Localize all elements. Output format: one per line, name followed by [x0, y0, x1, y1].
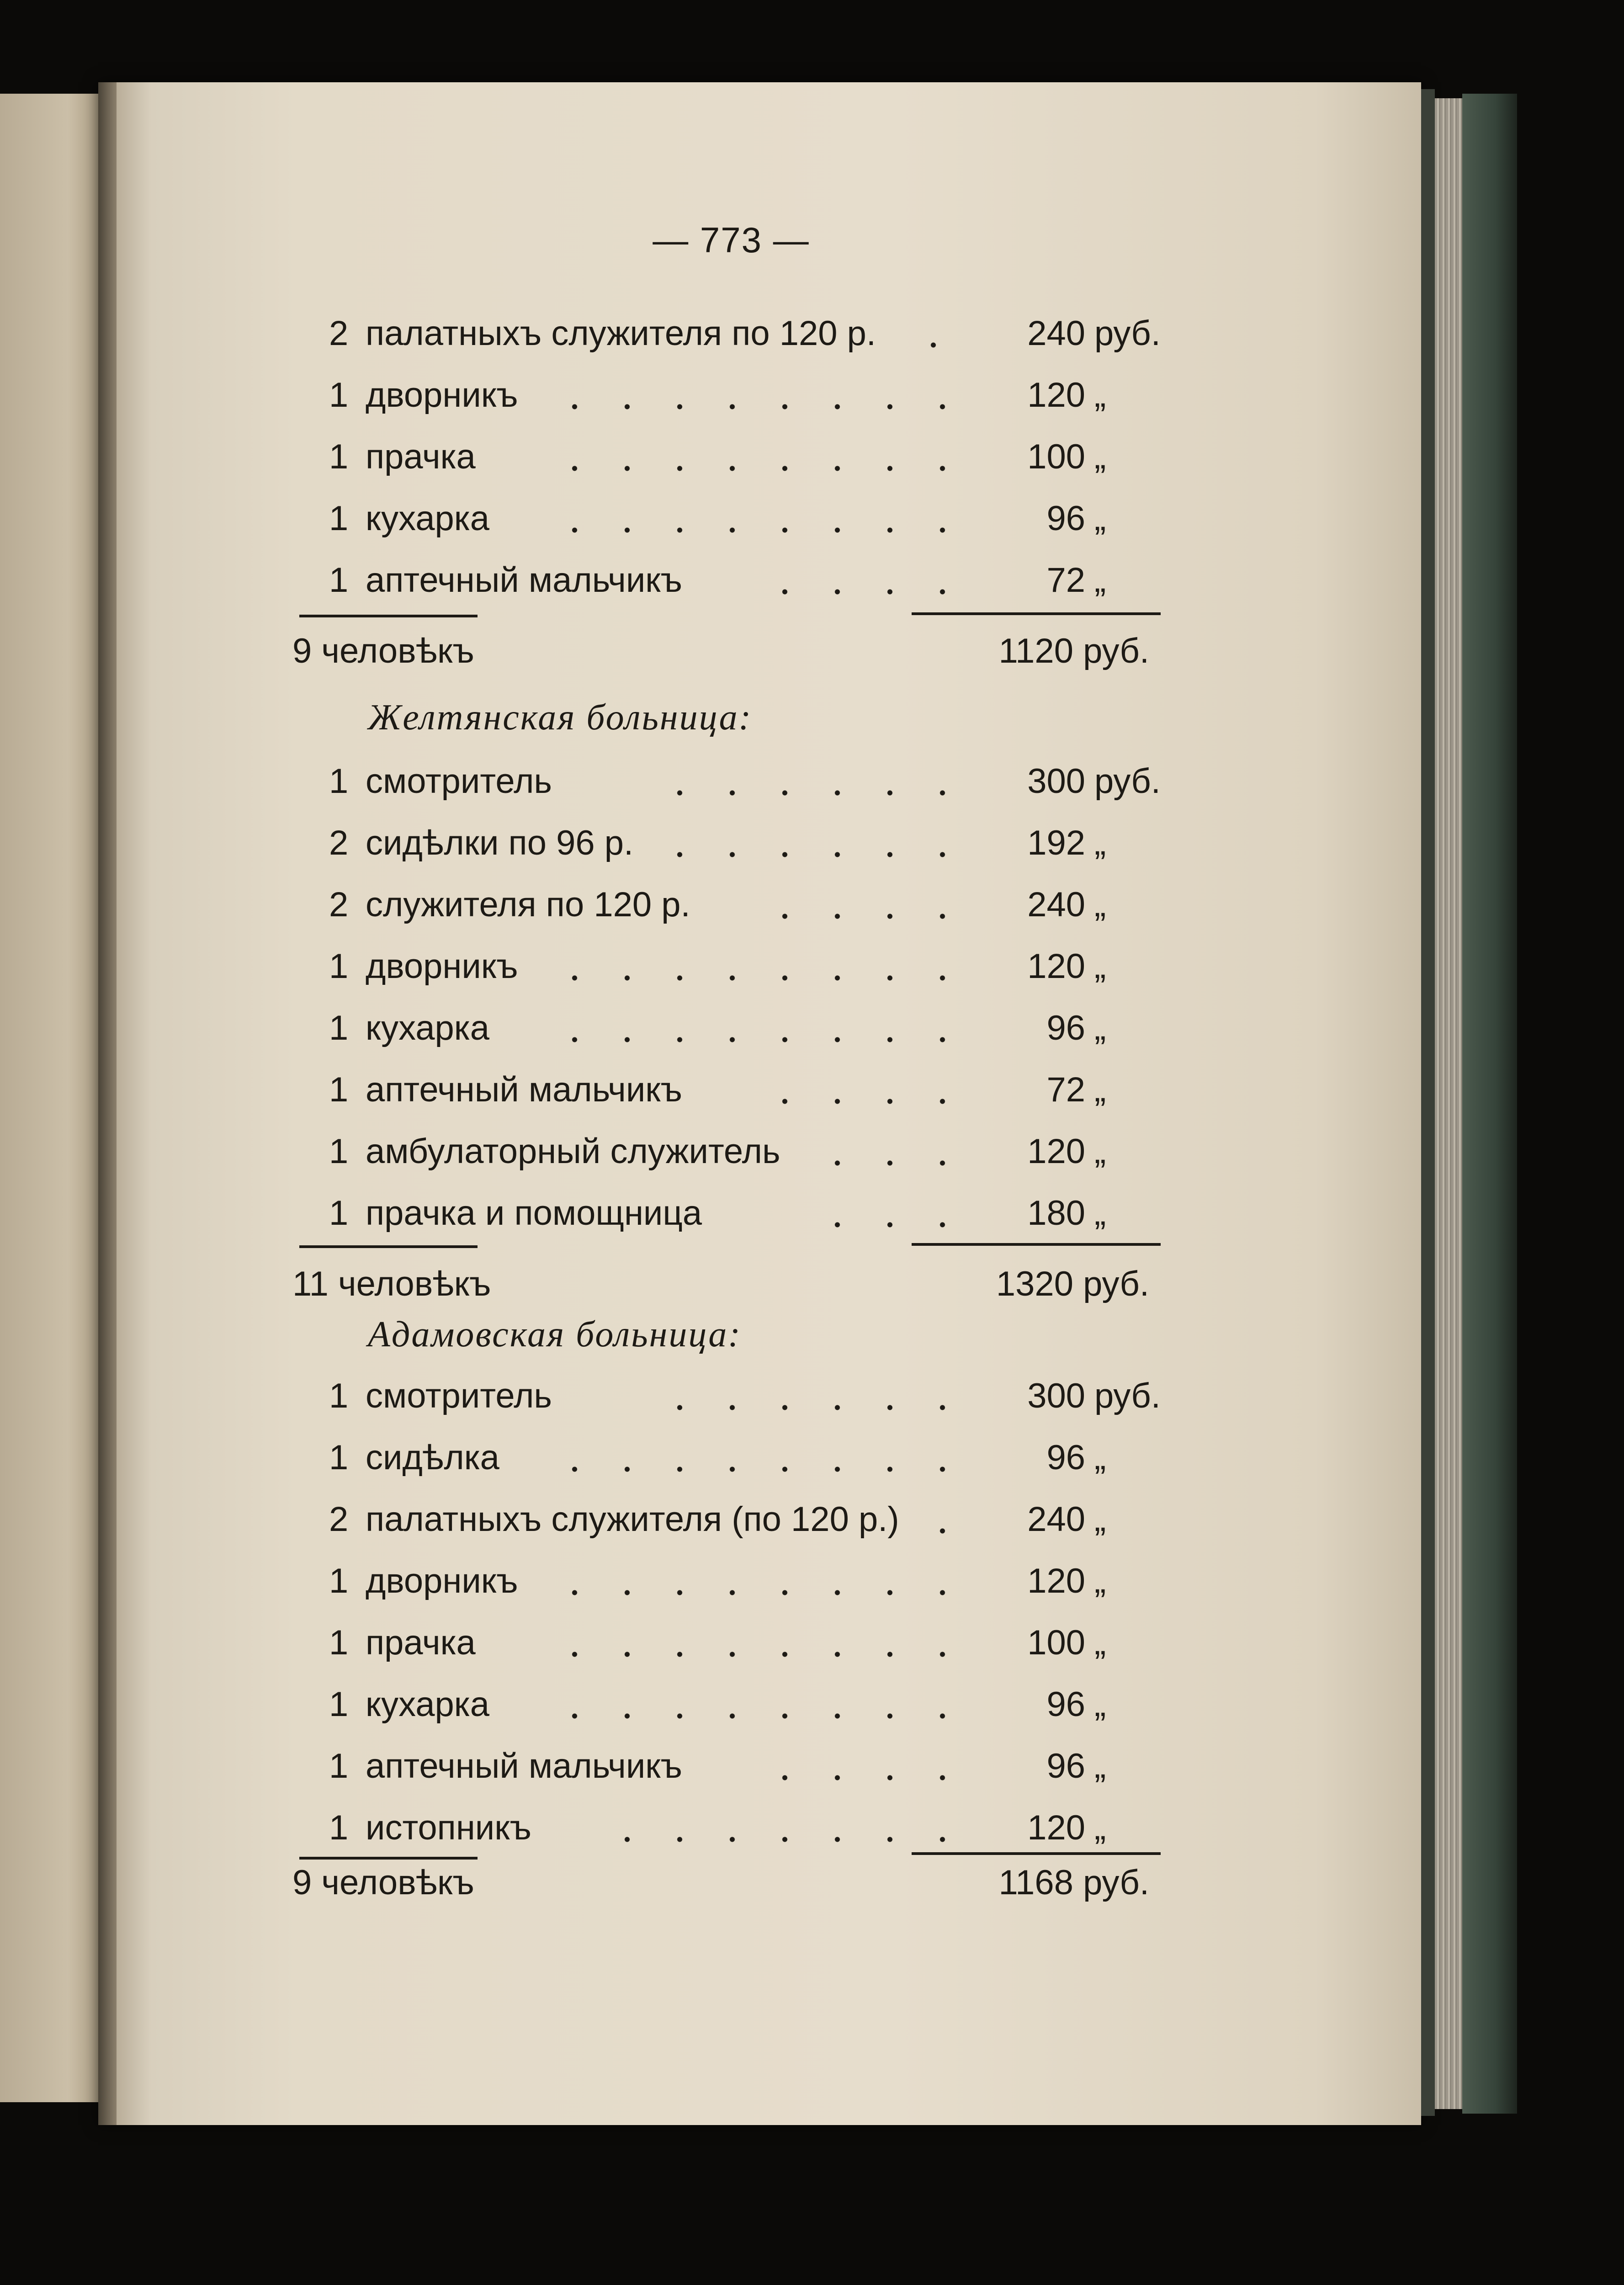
row-unit: „: [1094, 376, 1106, 414]
row-description: дворникъ: [366, 947, 518, 986]
row-count: 1: [329, 1194, 349, 1233]
table-row: [329, 1127, 1149, 1177]
row-unit: руб.: [1094, 1376, 1161, 1415]
leader-dots: [530, 464, 969, 473]
total-count: 9 человѣкъ: [292, 632, 474, 670]
row-unit: „: [1094, 1194, 1106, 1233]
row-amount: 72: [1046, 1070, 1085, 1109]
left-page-edge: [0, 94, 113, 2102]
row-description: истопникъ: [366, 1808, 532, 1847]
leader-dots: [804, 1220, 969, 1229]
row-unit: „: [1094, 499, 1106, 538]
row-unit: „: [1094, 1132, 1106, 1171]
total-rule-left: [299, 615, 478, 617]
row-description: кухарка: [366, 1685, 489, 1724]
leader-dots: [667, 850, 969, 859]
row-count: 1: [329, 561, 349, 600]
row-description: смотритель: [366, 1376, 552, 1415]
table-row: [329, 308, 1161, 359]
row-count: 1: [329, 1623, 349, 1662]
total-sum: 1320 руб.: [996, 1265, 1149, 1303]
row-unit: „: [1094, 1500, 1106, 1539]
table-row: [329, 494, 1149, 544]
row-count: 1: [329, 1132, 349, 1171]
row-amount: 120: [1027, 1808, 1085, 1847]
row-amount: 100: [1027, 437, 1085, 476]
row-description: палатныхъ служителя по 120 р.: [366, 314, 876, 353]
table-row: [329, 1494, 1149, 1545]
row-count: 1: [329, 1438, 349, 1477]
total-rule-right: [912, 1243, 1161, 1246]
row-amount: 192: [1027, 824, 1085, 862]
row-description: служителя по 120 р.: [366, 885, 690, 924]
row-count: 1: [329, 947, 349, 986]
leader-dots: [530, 1588, 969, 1597]
row-description: дворникъ: [366, 1562, 518, 1600]
row-amount: 240: [1027, 314, 1085, 353]
row-unit: „: [1094, 1009, 1106, 1047]
row-count: 2: [329, 1500, 349, 1539]
section-heading: Адамовская больница:: [368, 1314, 742, 1355]
total-sum: 1168 руб.: [998, 1863, 1149, 1902]
row-description: аптечный мальчикъ: [366, 561, 683, 600]
row-amount: 240: [1027, 1500, 1085, 1539]
page-stack-edge: [1421, 89, 1435, 2116]
row-count: 1: [329, 1009, 349, 1047]
row-amount: 180: [1027, 1194, 1085, 1233]
table-row: [329, 941, 1149, 992]
total-row: [292, 626, 1149, 676]
row-count: 1: [329, 499, 349, 538]
row-count: 2: [329, 885, 349, 924]
row-amount: 240: [1027, 885, 1085, 924]
row-amount: 300: [1027, 762, 1085, 801]
row-unit: „: [1094, 1562, 1106, 1600]
leader-dots: [530, 1711, 969, 1721]
row-description: палатныхъ служителя (по 120 р.): [366, 1500, 899, 1539]
leader-dots: [740, 1773, 969, 1782]
total-rule-right: [912, 612, 1161, 615]
row-unit: „: [1094, 1685, 1106, 1724]
total-rule-left: [299, 1245, 478, 1248]
row-unit: „: [1094, 947, 1106, 986]
row-amount: 100: [1027, 1623, 1085, 1662]
row-unit: „: [1094, 437, 1106, 476]
total-row: [292, 1259, 1149, 1309]
table-row: [329, 1371, 1161, 1421]
table-row: [329, 1803, 1149, 1853]
row-unit: „: [1094, 561, 1106, 600]
row-description: кухарка: [366, 499, 489, 538]
table-row: [329, 818, 1149, 868]
table-row: [329, 370, 1149, 420]
leader-dots: [530, 973, 969, 983]
table-row: [329, 1556, 1149, 1606]
row-description: аптечный мальчикъ: [366, 1747, 683, 1785]
table-row: [329, 1188, 1149, 1238]
leader-dots: [530, 1650, 969, 1659]
row-count: 2: [329, 314, 349, 353]
leader-dots: [740, 912, 969, 921]
row-count: 1: [329, 1376, 349, 1415]
leader-dots: [530, 1465, 969, 1474]
book-cover-edge: [1462, 94, 1517, 2114]
row-amount: 96: [1046, 1685, 1085, 1724]
row-count: 1: [329, 437, 349, 476]
row-unit: руб.: [1094, 314, 1161, 353]
row-count: 2: [329, 824, 349, 862]
row-count: 1: [329, 1070, 349, 1109]
leader-dots: [530, 1035, 969, 1044]
table-row: [329, 756, 1161, 807]
total-count: 9 человѣкъ: [292, 1863, 474, 1902]
row-unit: „: [1094, 885, 1106, 924]
row-amount: 120: [1027, 1562, 1085, 1600]
page-gutter: [98, 82, 117, 2125]
row-unit: „: [1094, 1808, 1106, 1847]
table-row: [329, 1618, 1149, 1668]
total-rule-right: [912, 1852, 1161, 1855]
leader-dots: [649, 1403, 969, 1412]
section-heading: Желтянская больница:: [368, 697, 753, 738]
leader-dots: [740, 1097, 969, 1106]
row-count: 1: [329, 1808, 349, 1847]
table-row: [329, 1065, 1149, 1115]
row-amount: 96: [1046, 1438, 1085, 1477]
row-description: прачка и помощница: [366, 1194, 702, 1233]
leader-dots: [649, 788, 969, 797]
row-unit: „: [1094, 1438, 1106, 1477]
leader-dots: [530, 402, 969, 411]
table-row: [329, 432, 1149, 482]
row-description: кухарка: [366, 1009, 489, 1047]
total-row: [292, 1858, 1149, 1908]
row-amount: 72: [1046, 561, 1085, 600]
row-description: сидѣлки по 96 р.: [366, 824, 634, 862]
table-row: [329, 880, 1149, 930]
table-row: [329, 1003, 1149, 1053]
row-unit: руб.: [1094, 762, 1161, 801]
row-description: прачка: [366, 437, 476, 476]
row-amount: 120: [1027, 947, 1085, 986]
row-amount: 96: [1046, 1009, 1085, 1047]
total-count: 11 человѣкъ: [292, 1265, 491, 1303]
row-count: 1: [329, 376, 349, 414]
row-amount: 120: [1027, 1132, 1085, 1171]
leader-dots: [530, 526, 969, 535]
page-number: — 773 —: [653, 220, 810, 260]
total-sum: 1120 руб.: [998, 632, 1149, 670]
table-row: [329, 1741, 1149, 1791]
row-unit: „: [1094, 1070, 1106, 1109]
table-row: [329, 555, 1149, 606]
row-description: прачка: [366, 1623, 476, 1662]
row-unit: „: [1094, 1747, 1106, 1785]
row-description: сидѣлка: [366, 1438, 499, 1477]
row-description: аптечный мальчикъ: [366, 1070, 683, 1109]
row-count: 1: [329, 1747, 349, 1785]
row-description: дворникъ: [366, 376, 518, 414]
row-amount: 96: [1046, 499, 1085, 538]
row-count: 1: [329, 1685, 349, 1724]
row-count: 1: [329, 762, 349, 801]
row-unit: „: [1094, 824, 1106, 862]
row-amount: 96: [1046, 1747, 1085, 1785]
row-amount: 120: [1027, 376, 1085, 414]
row-description: амбулаторный служитель: [366, 1132, 780, 1171]
page-stack-leaves: [1435, 98, 1462, 2109]
table-row: [329, 1433, 1149, 1483]
leader-dots: [585, 1835, 969, 1844]
row-description: смотритель: [366, 762, 552, 801]
table-row: [329, 1679, 1149, 1730]
leader-dots: [740, 587, 969, 596]
row-unit: „: [1094, 1623, 1106, 1662]
row-count: 1: [329, 1562, 349, 1600]
row-amount: 300: [1027, 1376, 1085, 1415]
